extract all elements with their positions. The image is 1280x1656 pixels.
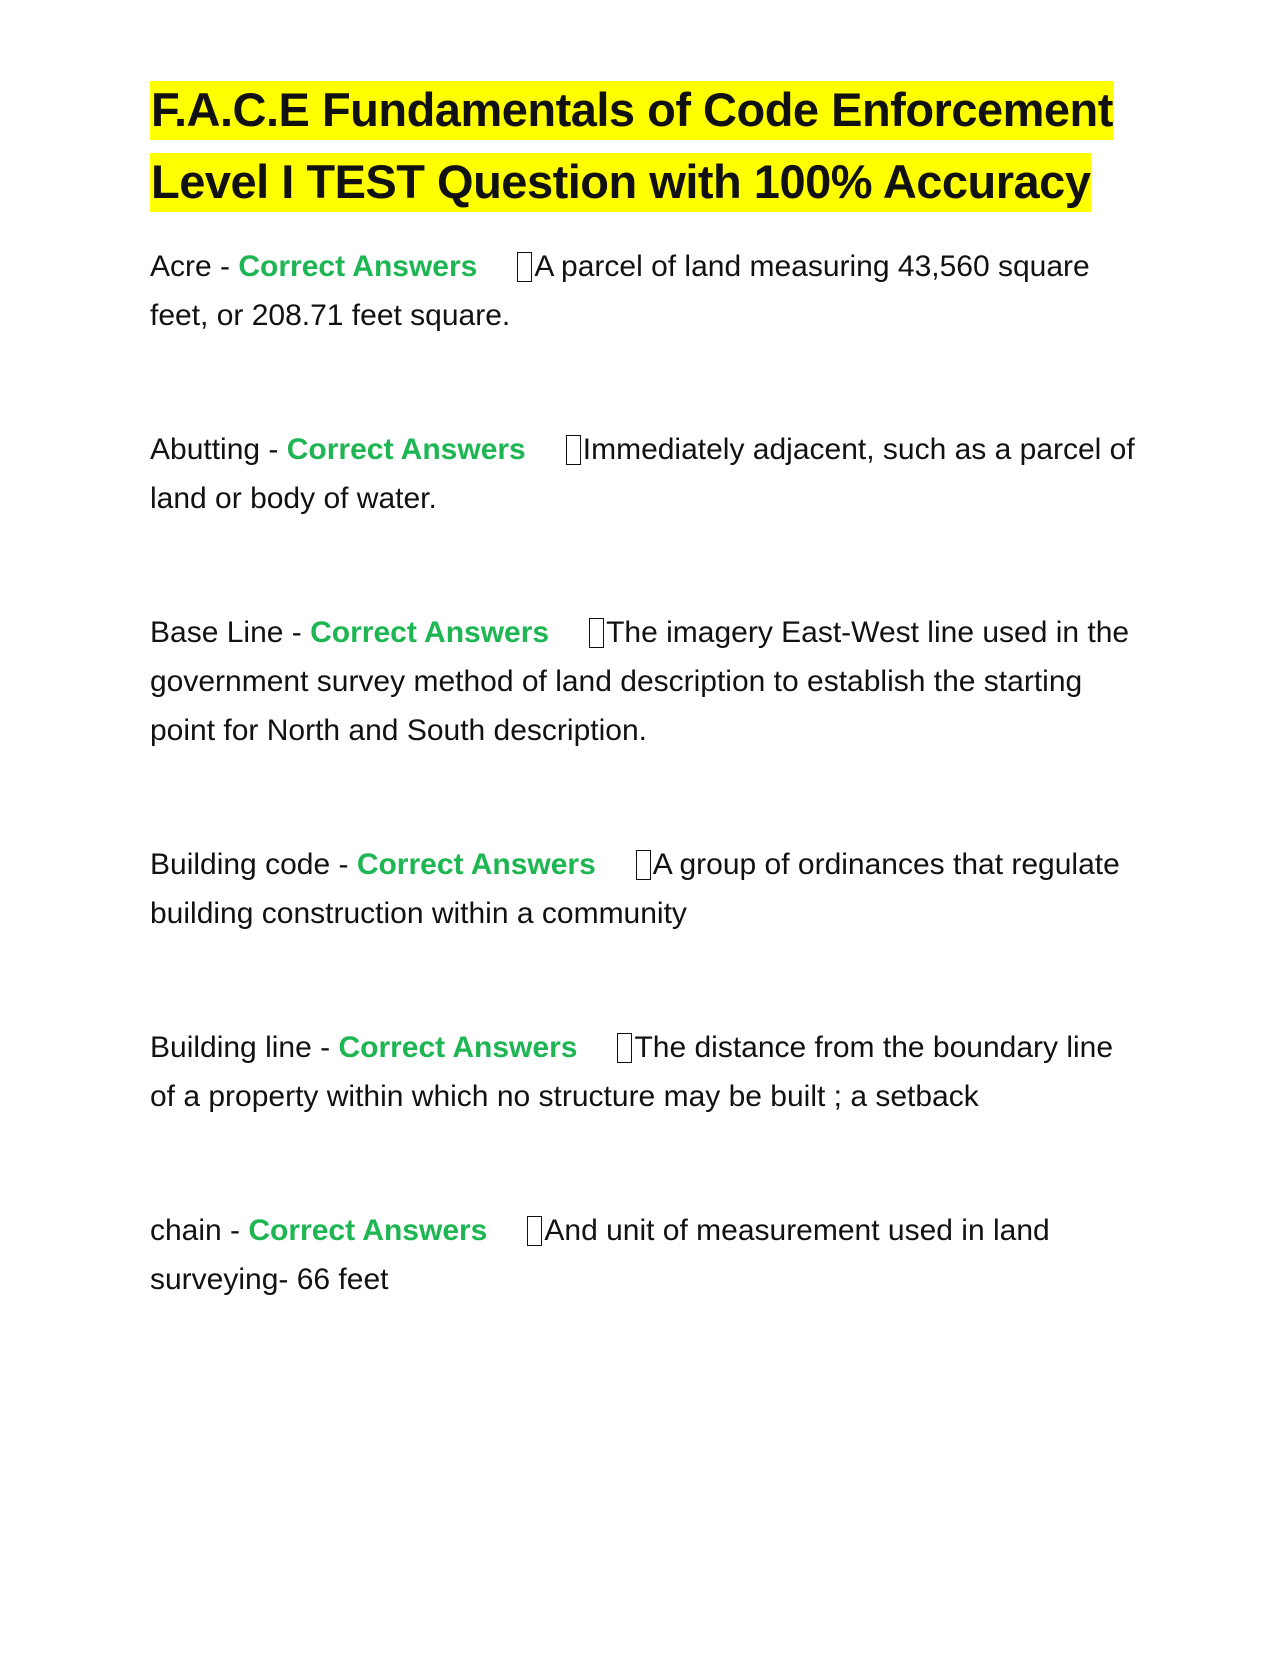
answer-label: Correct Answers xyxy=(248,1214,488,1247)
entry-acre: Acre - Correct Answers A parcel of land measuring 43,560 square feet, or 208.71 feet square. xyxy=(150,250,1090,332)
entry-building-code: Building code - Correct Answers A group of ordinances that regulate building construction within a community xyxy=(150,848,1120,930)
answer-label: Correct Answers xyxy=(286,433,526,466)
entry-building-line: Building line - Correct Answers The distance from the boundary line of a property within which no structure may be built ; a setback xyxy=(150,1031,1114,1113)
entry-definition: The imagery East-West line used in the government survey method of land description to establish the starting point for North and South description. xyxy=(150,616,1130,747)
missing-glyph-icon xyxy=(517,252,532,282)
missing-glyph-icon xyxy=(527,1216,542,1246)
entry-term: Building code xyxy=(150,848,331,881)
entry-term: Building line xyxy=(150,1031,312,1064)
entry-term: Base Line xyxy=(150,616,284,649)
missing-glyph-icon xyxy=(589,618,604,648)
entry-term: Abutting xyxy=(150,433,261,466)
entry-abutting: Abutting - Correct Answers Immediately adjacent, such as a parcel of land or body of water. xyxy=(150,433,1135,515)
entry-definition: A parcel of land measuring 43,560 square feet, or 208.71 feet square. xyxy=(150,250,1090,332)
entry-definition: Immediately adjacent, such as a parcel of land or body of water. xyxy=(150,433,1135,515)
entry-definition: And unit of measurement used in land surveying- 66 feet xyxy=(150,1214,1050,1296)
entry-term: chain xyxy=(150,1214,222,1247)
missing-glyph-icon xyxy=(566,435,581,465)
entry-definition: A group of ordinances that regulate building construction within a community xyxy=(150,848,1120,930)
entry-base-line: Base Line - Correct Answers The imagery East-West line used in the government survey method of land description to establish the starting point for North and South description. xyxy=(150,616,1130,747)
answer-label: Correct Answers xyxy=(356,848,596,881)
answer-label: Correct Answers xyxy=(238,250,478,283)
document-page xyxy=(150,74,1140,1389)
answer-label: Correct Answers xyxy=(310,616,550,649)
answer-label: Correct Answers xyxy=(338,1031,578,1064)
entry-chain: chain - Correct Answers And unit of measurement used in land surveying- 66 feet xyxy=(150,1214,1050,1296)
entry-definition: The distance from the boundary line of a property within which no structure may be built ; a setback xyxy=(150,1031,1114,1113)
document-title xyxy=(150,74,1140,218)
missing-glyph-icon xyxy=(636,850,651,880)
title-highlight: F.A.C.E Fundamentals of Code Enforcement Level I TEST Question with 100% Accuracy xyxy=(150,81,1114,212)
missing-glyph-icon xyxy=(617,1033,632,1063)
entry-term: Acre xyxy=(150,250,212,283)
